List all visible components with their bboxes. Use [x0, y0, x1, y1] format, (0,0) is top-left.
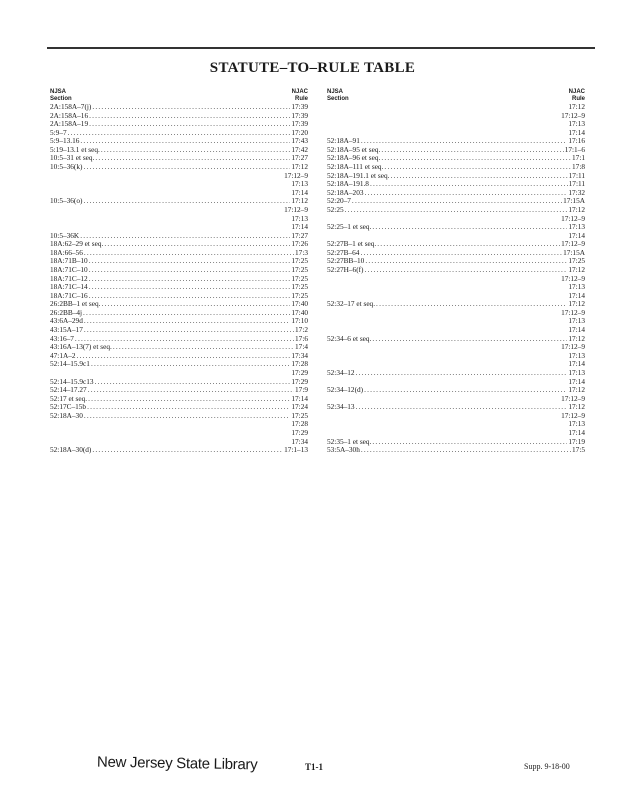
dot-leader: [84, 412, 291, 421]
top-rule: [47, 47, 595, 49]
njac-rule: 17:14: [568, 360, 585, 369]
left-header-rule: NJAC Rule: [291, 89, 308, 102]
right-column: [327, 89, 585, 455]
njac-rule: 17:14: [568, 377, 585, 386]
njac-rule: 17:25: [291, 411, 308, 420]
table-row: [327, 163, 585, 172]
njsa-section: 18A:71B–10: [50, 257, 88, 266]
njsa-section: 10:5–31 et seq.: [50, 154, 95, 163]
njac-rule: 17:39: [291, 103, 308, 111]
njsa-section: 10:5–36K: [50, 231, 80, 240]
njac-rule: 17:14: [568, 428, 585, 437]
left-header-section: NJSA Section: [50, 89, 72, 102]
njsa-section: 5:9–13.16: [50, 137, 80, 146]
table-row: [50, 309, 308, 318]
table-row: [50, 180, 308, 189]
table-row: [327, 420, 585, 429]
njsa-section: 10:5–36(k): [50, 163, 83, 172]
table-row: [50, 335, 308, 344]
dot-leader: [361, 446, 571, 455]
njac-rule: 17:2: [295, 326, 308, 335]
dot-leader: [101, 146, 291, 155]
njac-rule: 17:14: [291, 394, 308, 403]
right-rows: [327, 103, 585, 455]
njac-rule: 17:12–9: [561, 111, 585, 120]
njac-rule: 17:12–9: [561, 411, 585, 420]
dot-leader: [377, 240, 560, 249]
table-row: [327, 240, 585, 249]
njsa-section: 26:2BB–1 et seq.: [50, 300, 101, 309]
dot-leader: [89, 120, 290, 129]
njsa-section: 52:27B–1 et seq.: [327, 240, 377, 249]
dot-leader: [104, 240, 290, 249]
dot-leader: [92, 103, 290, 112]
njsa-section: 52:18A–30: [50, 411, 83, 420]
supplement-date: Supp. 9-18-00: [524, 762, 570, 771]
njsa-section: 52:34–12(d): [327, 386, 364, 395]
table-row: [327, 403, 585, 412]
njac-rule: 17:34: [291, 437, 308, 446]
njac-rule: 17:28: [291, 360, 308, 369]
njsa-section: 47:1A–2: [50, 351, 76, 360]
njsa-section: 52:34–13: [327, 403, 355, 412]
njac-rule: 17:13: [568, 283, 585, 292]
table-row: [50, 137, 308, 146]
dot-leader: [95, 154, 290, 163]
page-title: STATUTE–TO–RULE TABLE: [209, 60, 416, 76]
njac-rule: 17:15A: [563, 197, 585, 206]
njsa-section: 52:35–1 et seq.: [327, 437, 372, 446]
dot-leader: [356, 369, 568, 378]
table-row: [327, 129, 585, 138]
njac-rule: 17:13: [291, 180, 308, 189]
njsa-section: 43:16–7: [50, 334, 74, 343]
dot-leader: [92, 446, 283, 455]
njac-rule: 17:12–9: [561, 394, 585, 403]
njsa-section: 52:32–17 et seq.: [327, 300, 376, 309]
right-header: [327, 89, 585, 103]
njsa-section: 52:34–6 et seq.: [327, 334, 372, 343]
njsa-section: 18A:71C–14: [50, 283, 88, 292]
right-header-section: NJSA Section: [327, 89, 349, 102]
table-row: [327, 438, 585, 447]
table-row: [327, 103, 585, 112]
dot-leader: [89, 257, 291, 266]
njac-rule: 17:3: [295, 248, 308, 257]
table-row: [50, 154, 308, 163]
njsa-section: 18A:62–29 et seq.: [50, 240, 104, 249]
dot-leader: [83, 163, 290, 172]
njac-rule: 17:25: [291, 257, 308, 266]
dot-leader: [80, 232, 290, 241]
table-row: [327, 343, 585, 352]
dot-leader: [89, 275, 291, 284]
table-row: [50, 378, 308, 387]
njac-rule: 17:28: [291, 420, 308, 429]
dot-leader: [89, 112, 290, 121]
table-row: [327, 352, 585, 361]
table-row: [327, 326, 585, 335]
table-row: [327, 172, 585, 181]
njac-rule: 17:12: [568, 265, 585, 274]
njac-rule: 17:27: [291, 154, 308, 163]
dot-leader: [83, 309, 290, 318]
right-header-rule: NJAC Rule: [568, 89, 585, 102]
njsa-section: 52:17C–15b: [50, 403, 87, 412]
njsa-section: 5:19–13.1 et seq.: [50, 145, 100, 154]
table-row: [327, 317, 585, 326]
table-row: [50, 240, 308, 249]
table-row: [50, 257, 308, 266]
njac-rule: 17:13: [291, 214, 308, 223]
table-row: [327, 257, 585, 266]
table-row: [327, 154, 585, 163]
table-row: [327, 249, 585, 258]
table-row: [327, 386, 585, 395]
left-rows: [50, 103, 308, 455]
dot-leader: [352, 197, 562, 206]
njsa-section: 10:5–36(o): [50, 197, 83, 206]
njsa-section: 52:18A–91: [327, 137, 360, 146]
dot-leader: [101, 300, 290, 309]
table-row: [50, 249, 308, 258]
njac-rule: 17:12–9: [561, 343, 585, 352]
dot-leader: [365, 257, 567, 266]
table-row: [327, 378, 585, 387]
njac-rule: 17:13: [568, 351, 585, 360]
njac-rule: 17:29: [291, 428, 308, 437]
table-row: [327, 197, 585, 206]
njac-rule: 17:11: [568, 171, 585, 180]
njac-rule: 17:11: [568, 180, 585, 189]
table-row: [50, 283, 308, 292]
njac-rule: 17:14: [568, 128, 585, 137]
njac-rule: 17:1: [572, 154, 585, 163]
njac-rule: 17:25: [291, 265, 308, 274]
table-row: [327, 137, 585, 146]
table-row: [327, 283, 585, 292]
njsa-section: 52:18A–203: [327, 188, 364, 197]
njac-rule: 17:12: [291, 197, 308, 206]
table-row: [327, 446, 585, 455]
njsa-section: 52:18A–96 et seq.: [327, 154, 381, 163]
njac-rule: 17:24: [291, 403, 308, 412]
dot-leader: [88, 395, 290, 404]
table-row: [50, 163, 308, 172]
dot-leader: [361, 137, 568, 146]
njsa-section: 52:18A–191.1 et seq.: [327, 171, 390, 180]
left-header: [50, 89, 308, 103]
njsa-section: 26:2BB–4j: [50, 308, 83, 317]
table-row: [50, 429, 308, 438]
njsa-section: 52:25: [327, 205, 344, 214]
table-row: [50, 300, 308, 309]
njac-rule: 17:1–13: [284, 446, 308, 455]
table-row: [50, 412, 308, 421]
table-row: [327, 120, 585, 129]
njac-rule: 17:14: [568, 291, 585, 300]
library-stamp: New Jersey State Library: [96, 753, 258, 774]
njsa-section: 52:17 et seq.: [50, 394, 88, 403]
njac-rule: 17:12: [568, 386, 585, 395]
njac-rule: 17:12–9: [561, 308, 585, 317]
dot-leader: [372, 335, 567, 344]
njac-rule: 17:34: [291, 351, 308, 360]
njsa-section: 52:14–15.9c1: [50, 360, 90, 369]
table-row: [327, 112, 585, 121]
dot-leader: [376, 300, 567, 309]
table-row: [50, 395, 308, 404]
njac-rule: 17:15A: [563, 248, 585, 257]
njsa-section: 18A:71C–12: [50, 274, 88, 283]
njac-rule: 17:25: [568, 257, 585, 266]
njac-rule: 17:12: [568, 300, 585, 309]
njac-rule: 17:27: [291, 231, 308, 240]
njsa-section: 43:16A–13(7) et seq.: [50, 343, 112, 352]
dot-leader: [83, 197, 290, 206]
njac-rule: 17:10: [291, 317, 308, 326]
njsa-section: 52:14–15.9c13: [50, 377, 94, 386]
njac-rule: 17:12–9: [284, 205, 308, 214]
table-row: [327, 309, 585, 318]
njac-rule: 17:9: [295, 386, 308, 395]
njac-rule: 17:29: [291, 368, 308, 377]
table-row: [327, 215, 585, 224]
dot-leader: [68, 129, 291, 138]
njsa-section: 52:18A–111 et seq.: [327, 163, 384, 172]
table-row: [327, 189, 585, 198]
dot-leader: [381, 146, 563, 155]
njsa-section: 2A:158A–16: [50, 111, 89, 120]
njsa-section: 53:5A–30h: [327, 446, 360, 455]
dot-leader: [91, 360, 290, 369]
njsa-section: 52:18A–191.8: [327, 180, 369, 189]
njac-rule: 17:29: [291, 377, 308, 386]
table-row: [327, 266, 585, 275]
table-row: [50, 232, 308, 241]
dot-leader: [87, 403, 290, 412]
dot-leader: [365, 189, 568, 198]
dot-leader: [95, 378, 291, 387]
table-row: [327, 429, 585, 438]
dot-leader: [75, 335, 294, 344]
njsa-section: 52:34–12: [327, 368, 355, 377]
page-number: T1-1: [305, 762, 323, 772]
table-row: [50, 438, 308, 447]
njac-rule: 17:14: [291, 188, 308, 197]
table-row: [327, 206, 585, 215]
table-row: [50, 197, 308, 206]
table-row: [50, 360, 308, 369]
dot-leader: [360, 249, 562, 258]
table-row: [50, 215, 308, 224]
njac-rule: 17:12: [568, 205, 585, 214]
dot-leader: [89, 292, 291, 301]
dot-leader: [84, 317, 291, 326]
njac-rule: 17:40: [291, 300, 308, 309]
njac-rule: 17:12–9: [284, 171, 308, 180]
table-row: [327, 146, 585, 155]
table-row: [50, 172, 308, 181]
njac-rule: 17:4: [295, 343, 308, 352]
dot-leader: [88, 386, 294, 395]
table-row: [327, 369, 585, 378]
njac-rule: 17:13: [568, 317, 585, 326]
table-row: [327, 292, 585, 301]
njac-rule: 17:20: [291, 128, 308, 137]
njac-rule: 17:39: [291, 111, 308, 120]
njsa-section: 52:14–17.27: [50, 386, 87, 395]
njac-rule: 17:25: [291, 291, 308, 300]
dot-leader: [370, 180, 568, 189]
table-row: [50, 120, 308, 129]
dot-leader: [77, 352, 291, 361]
table-row: [50, 352, 308, 361]
njsa-section: 52:18A–30(d): [50, 446, 92, 455]
njsa-section: 52:27H–6(f): [327, 265, 364, 274]
njac-rule: 17:16: [568, 137, 585, 146]
table-row: [50, 292, 308, 301]
dot-leader: [89, 283, 291, 292]
njac-rule: 17:1–6: [564, 145, 585, 154]
table-row: [50, 189, 308, 198]
njac-rule: 17:8: [572, 163, 585, 172]
table-row: [50, 206, 308, 215]
dot-leader: [372, 223, 567, 232]
dot-leader: [80, 137, 290, 146]
table-row: [50, 326, 308, 335]
table-row: [50, 420, 308, 429]
table-row: [327, 412, 585, 421]
left-column: [50, 89, 308, 455]
njac-rule: 17:32: [568, 188, 585, 197]
dot-leader: [372, 438, 567, 447]
njac-rule: 17:25: [291, 283, 308, 292]
njac-rule: 17:19: [568, 437, 585, 446]
njac-rule: 17:12: [568, 403, 585, 412]
njsa-section: 52:25–1 et seq.: [327, 223, 372, 232]
table-row: [327, 335, 585, 344]
njsa-section: 18A:71C–10: [50, 265, 88, 274]
table-row: [50, 386, 308, 395]
table-row: [50, 317, 308, 326]
njac-rule: 17:12: [568, 334, 585, 343]
dot-leader: [356, 403, 568, 412]
njac-rule: 17:14: [568, 231, 585, 240]
njac-rule: 17:14: [568, 326, 585, 335]
njac-rule: 17:6: [295, 334, 308, 343]
table-row: [327, 395, 585, 404]
njsa-section: 43:15A–17: [50, 326, 83, 335]
njac-rule: 17:39: [291, 120, 308, 129]
dot-leader: [89, 266, 291, 275]
table-row: [327, 223, 585, 232]
njsa-section: 52:27BB–10: [327, 257, 365, 266]
dot-leader: [381, 154, 571, 163]
njsa-section: 52:27B–64: [327, 248, 360, 257]
dot-leader: [345, 206, 568, 215]
dot-leader: [84, 326, 294, 335]
njac-rule: 17:13: [568, 368, 585, 377]
njsa-section: 52:20–7: [327, 197, 351, 206]
njac-rule: 17:13: [568, 223, 585, 232]
njsa-section: 18A:66–56: [50, 248, 83, 257]
table-row: [50, 129, 308, 138]
njac-rule: 17:42: [291, 145, 308, 154]
njsa-section: 2A:158A–7(j): [50, 103, 92, 111]
dot-leader: [364, 266, 567, 275]
table-row: [50, 112, 308, 121]
dot-leader: [113, 343, 294, 352]
dot-leader: [364, 386, 567, 395]
table-row: [50, 266, 308, 275]
njsa-section: 43:6A–29d: [50, 317, 83, 326]
njac-rule: 17:25: [291, 274, 308, 283]
njac-rule: 17:5: [572, 446, 585, 455]
njac-rule: 17:40: [291, 308, 308, 317]
njac-rule: 17:12–9: [561, 214, 585, 223]
njac-rule: 17:13: [568, 120, 585, 129]
table-row: [50, 369, 308, 378]
njac-rule: 17:26: [291, 240, 308, 249]
njac-rule: 17:12: [568, 103, 585, 111]
table-row: [327, 360, 585, 369]
njac-rule: 17:12: [291, 163, 308, 172]
njac-rule: 17:13: [568, 420, 585, 429]
dot-leader: [390, 172, 567, 181]
dot-leader: [384, 163, 571, 172]
njsa-section: 18A:71C–16: [50, 291, 88, 300]
njac-rule: 17:43: [291, 137, 308, 146]
table-row: [50, 275, 308, 284]
table-row: [50, 223, 308, 232]
table-row: [327, 300, 585, 309]
table-row: [50, 343, 308, 352]
dot-leader: [84, 249, 294, 258]
njsa-section: 52:18A–95 et seq.: [327, 145, 381, 154]
njac-rule: 17:12–9: [561, 274, 585, 283]
njsa-section: 5:9–7: [50, 128, 67, 137]
table-row: [50, 403, 308, 412]
table-row: [50, 446, 308, 455]
table-row: [327, 180, 585, 189]
table-row: [327, 275, 585, 284]
njsa-section: 2A:158A–19: [50, 120, 89, 129]
njac-rule: 17:14: [291, 223, 308, 232]
table-row: [50, 146, 308, 155]
table-row: [327, 232, 585, 241]
njac-rule: 17:12–9: [561, 240, 585, 249]
table-row: [50, 103, 308, 112]
